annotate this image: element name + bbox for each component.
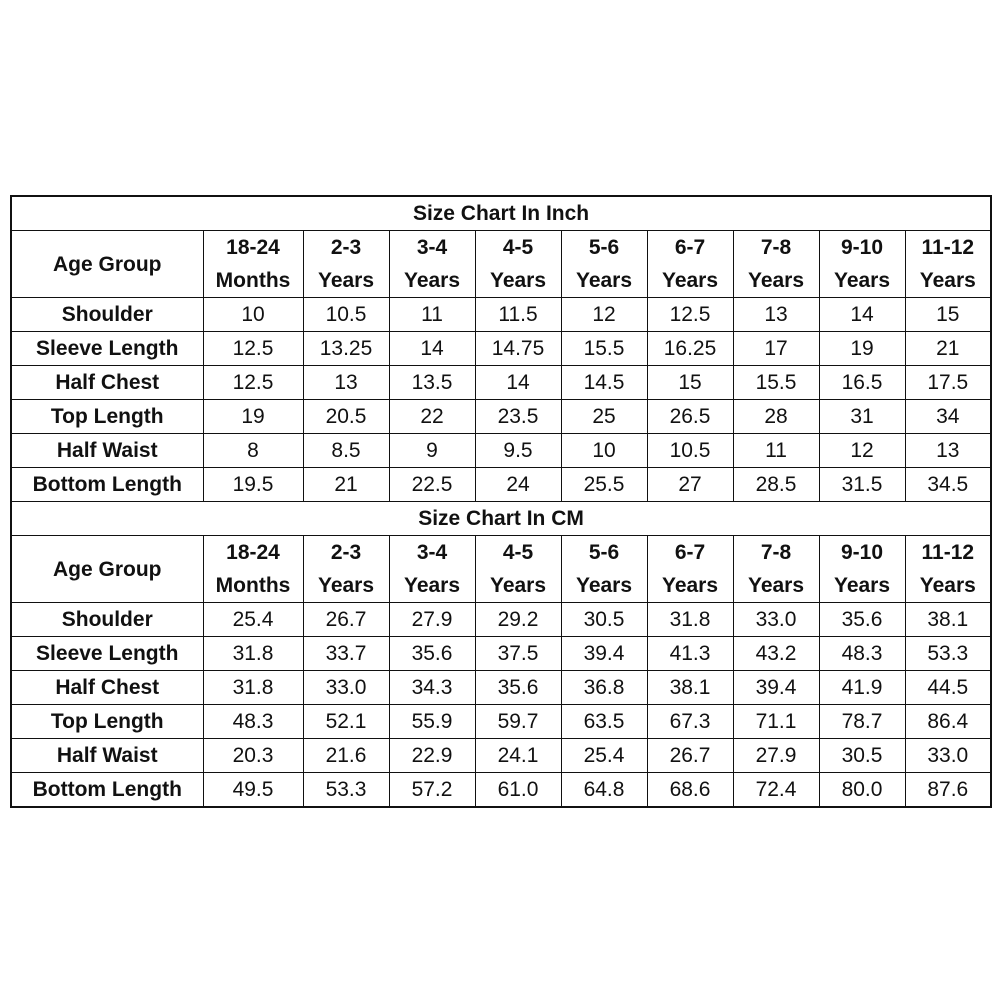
age-unit: Years bbox=[747, 269, 805, 292]
age-range: 18-24 bbox=[226, 541, 280, 564]
measurement-value: 13 bbox=[905, 434, 991, 468]
measurement-row bbox=[11, 637, 991, 671]
measurement-value: 24 bbox=[475, 468, 561, 502]
measurement-value: 20.5 bbox=[303, 400, 389, 434]
age-range: 6-7 bbox=[674, 236, 706, 259]
measurement-label: Bottom Length bbox=[11, 468, 203, 502]
age-unit: Years bbox=[661, 574, 719, 597]
age-group-column-header bbox=[475, 231, 561, 298]
measurement-row bbox=[11, 332, 991, 366]
measurement-value: 31.5 bbox=[819, 468, 905, 502]
measurement-value: 64.8 bbox=[561, 773, 647, 808]
age-group-label: Age Group bbox=[11, 231, 203, 298]
measurement-value: 28.5 bbox=[733, 468, 819, 502]
measurement-value: 78.7 bbox=[819, 705, 905, 739]
age-group-column-header bbox=[203, 231, 303, 298]
age-range: 2-3 bbox=[330, 236, 362, 259]
age-range: 7-8 bbox=[760, 541, 792, 564]
measurement-value: 31.8 bbox=[647, 603, 733, 637]
measurement-label: Half Chest bbox=[11, 366, 203, 400]
measurement-label: Half Chest bbox=[11, 671, 203, 705]
measurement-value: 20.3 bbox=[203, 739, 303, 773]
measurement-value: 22.9 bbox=[389, 739, 475, 773]
age-range: 18-24 bbox=[226, 236, 280, 259]
measurement-value: 10 bbox=[561, 434, 647, 468]
age-unit: Years bbox=[833, 269, 891, 292]
measurement-value: 17.5 bbox=[905, 366, 991, 400]
age-unit: Months bbox=[215, 574, 291, 597]
measurement-label: Shoulder bbox=[11, 603, 203, 637]
measurement-value: 35.6 bbox=[475, 671, 561, 705]
section-title: Size Chart In Inch bbox=[11, 196, 991, 231]
measurement-value: 13.25 bbox=[303, 332, 389, 366]
age-group-column-header bbox=[733, 231, 819, 298]
measurement-value: 19 bbox=[203, 400, 303, 434]
measurement-value: 87.6 bbox=[905, 773, 991, 808]
age-unit: Years bbox=[919, 269, 976, 292]
measurement-value: 59.7 bbox=[475, 705, 561, 739]
measurement-value: 10.5 bbox=[647, 434, 733, 468]
measurement-value: 12.5 bbox=[203, 366, 303, 400]
measurement-value: 33.7 bbox=[303, 637, 389, 671]
measurement-label: Sleeve Length bbox=[11, 332, 203, 366]
measurement-value: 34 bbox=[905, 400, 991, 434]
age-unit: Years bbox=[575, 574, 633, 597]
measurement-label: Top Length bbox=[11, 400, 203, 434]
measurement-value: 29.2 bbox=[475, 603, 561, 637]
measurement-value: 15.5 bbox=[561, 332, 647, 366]
measurement-value: 14.75 bbox=[475, 332, 561, 366]
measurement-value: 21 bbox=[905, 332, 991, 366]
measurement-value: 30.5 bbox=[561, 603, 647, 637]
age-group-column-header bbox=[303, 536, 389, 603]
age-group-column-header bbox=[389, 231, 475, 298]
measurement-value: 41.9 bbox=[819, 671, 905, 705]
age-group-column-header bbox=[733, 536, 819, 603]
measurement-value: 14 bbox=[819, 298, 905, 332]
measurement-value: 21.6 bbox=[303, 739, 389, 773]
measurement-value: 61.0 bbox=[475, 773, 561, 808]
measurement-value: 11 bbox=[733, 434, 819, 468]
age-group-column-header bbox=[905, 231, 991, 298]
measurement-label: Sleeve Length bbox=[11, 637, 203, 671]
size-chart-table bbox=[10, 195, 992, 808]
measurement-label: Half Waist bbox=[11, 434, 203, 468]
measurement-value: 37.5 bbox=[475, 637, 561, 671]
measurement-value: 39.4 bbox=[561, 637, 647, 671]
measurement-value: 53.3 bbox=[303, 773, 389, 808]
measurement-value: 15 bbox=[647, 366, 733, 400]
age-unit: Years bbox=[489, 574, 547, 597]
age-unit: Years bbox=[575, 269, 633, 292]
measurement-value: 19 bbox=[819, 332, 905, 366]
measurement-value: 53.3 bbox=[905, 637, 991, 671]
measurement-value: 22 bbox=[389, 400, 475, 434]
measurement-row bbox=[11, 468, 991, 502]
measurement-value: 31.8 bbox=[203, 671, 303, 705]
measurement-row bbox=[11, 603, 991, 637]
measurement-value: 48.3 bbox=[203, 705, 303, 739]
measurement-value: 15 bbox=[905, 298, 991, 332]
measurement-value: 55.9 bbox=[389, 705, 475, 739]
measurement-value: 63.5 bbox=[561, 705, 647, 739]
age-range: 11-12 bbox=[921, 541, 975, 564]
measurement-value: 38.1 bbox=[905, 603, 991, 637]
age-unit: Years bbox=[661, 269, 719, 292]
measurement-value: 38.1 bbox=[647, 671, 733, 705]
measurement-value: 13 bbox=[303, 366, 389, 400]
measurement-value: 28 bbox=[733, 400, 819, 434]
age-range: 6-7 bbox=[674, 541, 706, 564]
measurement-value: 16.25 bbox=[647, 332, 733, 366]
measurement-value: 13 bbox=[733, 298, 819, 332]
age-group-column-header bbox=[905, 536, 991, 603]
measurement-value: 9.5 bbox=[475, 434, 561, 468]
size-chart-body bbox=[11, 196, 991, 807]
age-unit: Years bbox=[747, 574, 805, 597]
age-range: 3-4 bbox=[416, 541, 448, 564]
section-title-row bbox=[11, 502, 991, 536]
age-group-column-header bbox=[303, 231, 389, 298]
measurement-label: Shoulder bbox=[11, 298, 203, 332]
measurement-value: 35.6 bbox=[819, 603, 905, 637]
measurement-value: 57.2 bbox=[389, 773, 475, 808]
age-unit: Years bbox=[403, 269, 461, 292]
age-group-header-row bbox=[11, 231, 991, 298]
age-group-column-header bbox=[389, 536, 475, 603]
measurement-value: 36.8 bbox=[561, 671, 647, 705]
age-range: 2-3 bbox=[330, 541, 362, 564]
measurement-value: 15.5 bbox=[733, 366, 819, 400]
measurement-value: 16.5 bbox=[819, 366, 905, 400]
measurement-value: 31 bbox=[819, 400, 905, 434]
age-unit: Years bbox=[833, 574, 891, 597]
age-range: 9-10 bbox=[840, 236, 884, 259]
measurement-value: 33.0 bbox=[905, 739, 991, 773]
measurement-value: 8 bbox=[203, 434, 303, 468]
measurement-value: 27 bbox=[647, 468, 733, 502]
age-range: 9-10 bbox=[840, 541, 884, 564]
measurement-value: 52.1 bbox=[303, 705, 389, 739]
measurement-value: 10 bbox=[203, 298, 303, 332]
measurement-value: 12 bbox=[561, 298, 647, 332]
measurement-value: 21 bbox=[303, 468, 389, 502]
measurement-row bbox=[11, 366, 991, 400]
measurement-value: 71.1 bbox=[733, 705, 819, 739]
age-group-column-header bbox=[475, 536, 561, 603]
measurement-value: 25.4 bbox=[561, 739, 647, 773]
measurement-value: 23.5 bbox=[475, 400, 561, 434]
age-range: 7-8 bbox=[760, 236, 792, 259]
measurement-value: 10.5 bbox=[303, 298, 389, 332]
measurement-value: 49.5 bbox=[203, 773, 303, 808]
measurement-value: 27.9 bbox=[733, 739, 819, 773]
age-group-column-header bbox=[647, 231, 733, 298]
measurement-value: 9 bbox=[389, 434, 475, 468]
measurement-value: 34.3 bbox=[389, 671, 475, 705]
measurement-value: 26.7 bbox=[303, 603, 389, 637]
measurement-value: 22.5 bbox=[389, 468, 475, 502]
measurement-value: 31.8 bbox=[203, 637, 303, 671]
measurement-row bbox=[11, 705, 991, 739]
measurement-value: 39.4 bbox=[733, 671, 819, 705]
section-title: Size Chart In CM bbox=[11, 502, 991, 536]
measurement-row bbox=[11, 773, 991, 808]
age-range: 5-6 bbox=[588, 236, 620, 259]
age-group-column-header bbox=[561, 231, 647, 298]
age-range: 4-5 bbox=[502, 236, 534, 259]
age-range: 5-6 bbox=[588, 541, 620, 564]
age-unit: Years bbox=[489, 269, 547, 292]
measurement-row bbox=[11, 298, 991, 332]
age-range: 11-12 bbox=[921, 236, 975, 259]
measurement-value: 48.3 bbox=[819, 637, 905, 671]
measurement-row bbox=[11, 400, 991, 434]
measurement-label: Top Length bbox=[11, 705, 203, 739]
measurement-label: Half Waist bbox=[11, 739, 203, 773]
measurement-value: 86.4 bbox=[905, 705, 991, 739]
measurement-value: 13.5 bbox=[389, 366, 475, 400]
age-range: 3-4 bbox=[416, 236, 448, 259]
age-group-column-header bbox=[819, 231, 905, 298]
measurement-value: 43.2 bbox=[733, 637, 819, 671]
measurement-value: 67.3 bbox=[647, 705, 733, 739]
age-unit: Years bbox=[403, 574, 461, 597]
measurement-value: 27.9 bbox=[389, 603, 475, 637]
measurement-label: Bottom Length bbox=[11, 773, 203, 808]
measurement-value: 14 bbox=[475, 366, 561, 400]
age-group-column-header bbox=[203, 536, 303, 603]
measurement-value: 26.5 bbox=[647, 400, 733, 434]
measurement-value: 25.4 bbox=[203, 603, 303, 637]
measurement-row bbox=[11, 671, 991, 705]
measurement-value: 25.5 bbox=[561, 468, 647, 502]
age-group-column-header bbox=[647, 536, 733, 603]
measurement-value: 33.0 bbox=[303, 671, 389, 705]
measurement-value: 8.5 bbox=[303, 434, 389, 468]
age-unit: Months bbox=[215, 269, 291, 292]
age-group-column-header bbox=[561, 536, 647, 603]
measurement-value: 80.0 bbox=[819, 773, 905, 808]
measurement-value: 14 bbox=[389, 332, 475, 366]
measurement-value: 11 bbox=[389, 298, 475, 332]
measurement-value: 30.5 bbox=[819, 739, 905, 773]
measurement-value: 26.7 bbox=[647, 739, 733, 773]
measurement-value: 19.5 bbox=[203, 468, 303, 502]
measurement-value: 24.1 bbox=[475, 739, 561, 773]
measurement-value: 34.5 bbox=[905, 468, 991, 502]
measurement-value: 12.5 bbox=[647, 298, 733, 332]
measurement-value: 14.5 bbox=[561, 366, 647, 400]
age-group-label: Age Group bbox=[11, 536, 203, 603]
age-unit: Years bbox=[317, 269, 375, 292]
measurement-value: 35.6 bbox=[389, 637, 475, 671]
measurement-value: 41.3 bbox=[647, 637, 733, 671]
measurement-value: 11.5 bbox=[475, 298, 561, 332]
measurement-value: 25 bbox=[561, 400, 647, 434]
measurement-row bbox=[11, 739, 991, 773]
age-group-column-header bbox=[819, 536, 905, 603]
measurement-value: 12.5 bbox=[203, 332, 303, 366]
measurement-value: 17 bbox=[733, 332, 819, 366]
section-title-row bbox=[11, 196, 991, 231]
measurement-value: 68.6 bbox=[647, 773, 733, 808]
age-unit: Years bbox=[919, 574, 976, 597]
age-range: 4-5 bbox=[502, 541, 534, 564]
measurement-value: 33.0 bbox=[733, 603, 819, 637]
measurement-value: 72.4 bbox=[733, 773, 819, 808]
measurement-row bbox=[11, 434, 991, 468]
measurement-value: 12 bbox=[819, 434, 905, 468]
age-unit: Years bbox=[317, 574, 375, 597]
measurement-value: 44.5 bbox=[905, 671, 991, 705]
age-group-header-row bbox=[11, 536, 991, 603]
